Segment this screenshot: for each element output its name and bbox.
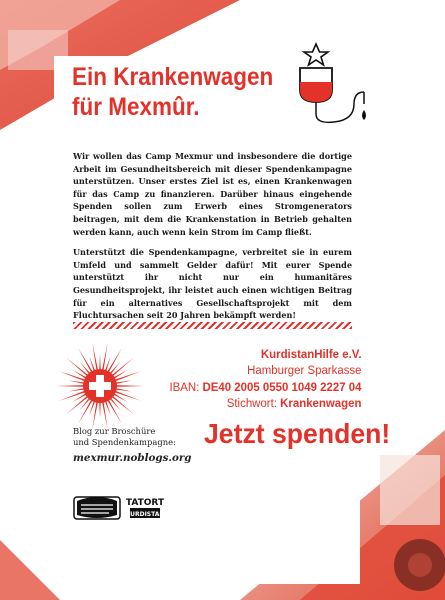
body-text	[73, 150, 352, 330]
blog-label	[73, 426, 203, 447]
title-line-1: Ein Krankenwagen	[72, 63, 274, 91]
blog-url-link[interactable]: mexmur.noblogs.org	[73, 452, 192, 464]
burst-ray	[106, 348, 122, 374]
iban-label: IBAN:	[168, 379, 203, 394]
burst-ray	[78, 348, 94, 374]
donate-now-heading: Jetzt spenden!	[204, 418, 391, 449]
iv-drip-star-icon	[294, 44, 372, 134]
burst-ray	[114, 385, 144, 387]
svg-text:TATORT: TATORT	[125, 498, 165, 508]
blog-label-line-2: und Spendenkampagne:	[73, 436, 176, 447]
burst-ray	[78, 398, 94, 424]
organization-name: KurdistanHilfe e.V.	[260, 347, 361, 361]
bank-name: Hamburger Sparkasse	[246, 363, 361, 378]
keyword-label: Stichwort:	[226, 396, 280, 411]
body-paragraph-1: Wir wollen das Camp Mexmur und insbesondere die dortige Arbeit im Gesundheitsbereich mit dieser Spendenkampagne unterstützen. Unser erstes Ziel ist es, einen Krankenwagen für das Camp zu finanzieren. Darüber hinaus eingehende Spenden sollen zum Erwerb eines Stromgenerators beitragen, mit dem die Krankenstation in Betrieb gehalten werden kann, auch wenn kein Strom im Camp fließt.	[73, 151, 352, 237]
burst-ray	[56, 385, 86, 387]
title-line-2: für Mexmûr.	[72, 93, 200, 121]
medical-cross-burst-icon	[54, 340, 146, 432]
svg-text:KURDISTAN: KURDISTAN	[125, 511, 165, 518]
ciwanen-azad-logo	[73, 491, 121, 525]
bank-details	[169, 346, 361, 412]
hatched-divider	[73, 322, 352, 329]
blog-label-line-1: Blog zur Broschüre	[73, 426, 156, 436]
keyword-value: Krankenwagen	[279, 396, 361, 411]
tatort-kurdistan-logo	[125, 493, 165, 523]
burst-ray	[106, 398, 122, 424]
iban-line	[169, 379, 361, 395]
body-paragraph-2: Unterstützt die Spendenkampagne, verbreitet sie in eurem Umfeld und sammelt Gelder dafür! Mit eurer Spende unterstützt ihr nicht nur ein humanitäres Gesundheitsprojekt, ihr leistet auch einen wichtigen Beitrag für ein alternatives Gesellschaftsprojekt mit dem Fluchtursachen seit 20 Jahren bekämpft werden!	[73, 247, 352, 321]
keyword-line	[169, 395, 361, 411]
iban-value: DE40 2005 0550 1049 2227 04	[202, 379, 361, 394]
page-title	[72, 62, 273, 122]
